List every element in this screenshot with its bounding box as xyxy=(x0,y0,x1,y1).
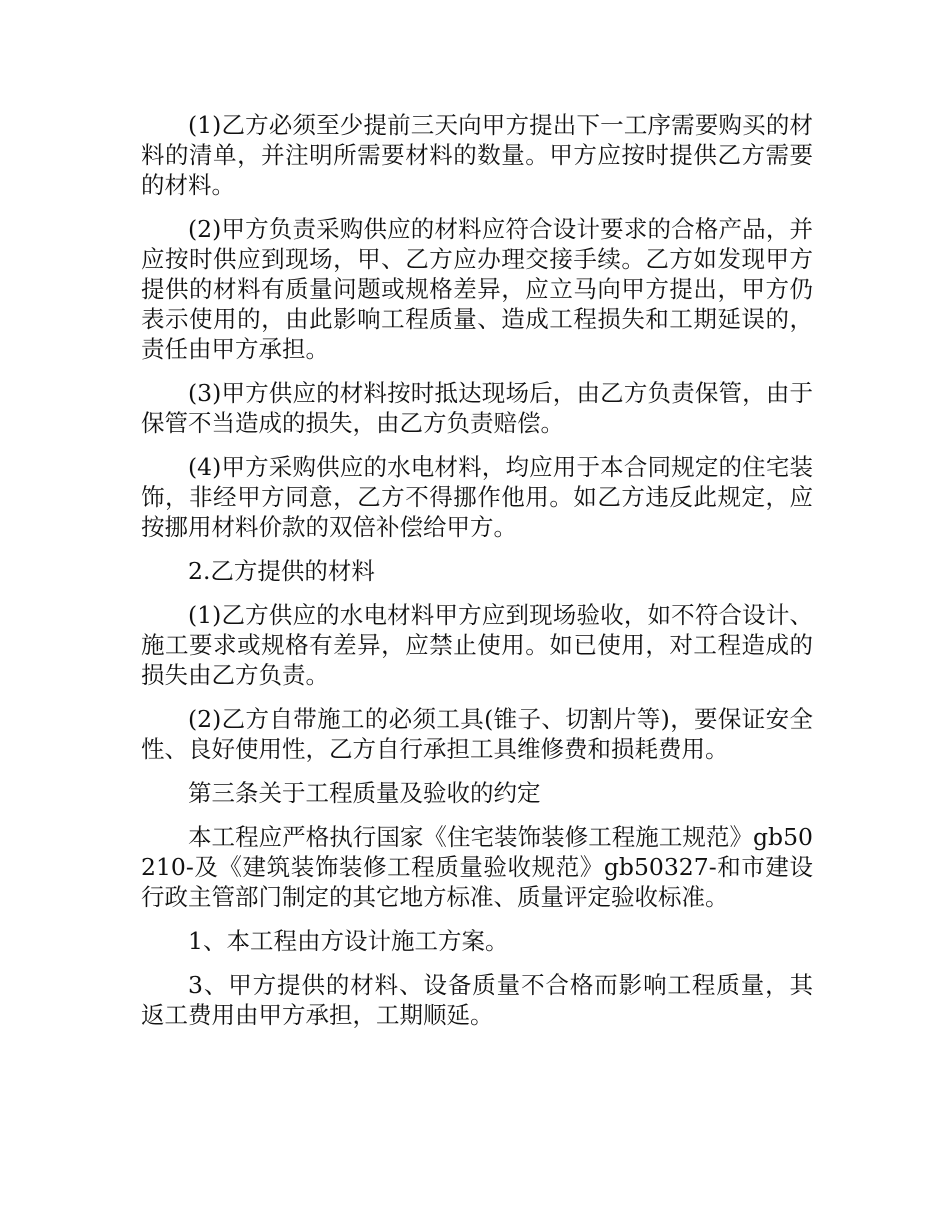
paragraph-material-use: (4)甲方采购供应的水电材料，均应用于本合同规定的住宅装饰，非经甲方同意，乙方不得挪作他用。如乙方违反此规定，应按挪用材料价款的双倍补偿给甲方。 xyxy=(141,453,813,541)
article-heading-quality: 第三条关于工程质量及验收的约定 xyxy=(188,779,541,807)
paragraph-storage: (3)甲方供应的材料按时抵达现场后，由乙方负责保管，由于保管不当造成的损失，由乙方负责赔偿。 xyxy=(141,379,813,437)
paragraph-acceptance: (1)乙方供应的水电材料甲方应到现场验收，如不符合设计、施工要求或规格有差异，应禁止使用。如已使用，对工程造成的损失由乙方负责。 xyxy=(141,601,813,689)
paragraph-tools: (2)乙方自带施工的必须工具(锥子、切割片等)，要保证安全性、良好使用性，乙方自行承担工具维修费和损耗费用。 xyxy=(141,705,813,763)
paragraph-party-a-procurement: (2)甲方负责采购供应的材料应符合设计要求的合格产品，并应按时供应到现场，甲、乙方应办理交接手续。乙方如发现甲方提供的材料有质量问题或规格差异，应立马向甲方提出，甲方仍表示使用的，由此影响工程质量、造成工程损失和工期延误的，责任由甲方承担。 xyxy=(141,215,813,363)
document-page xyxy=(141,110,813,1044)
paragraph-rework: 3、甲方提供的材料、设备质量不合格而影响工程质量，其返工费用由甲方承担，工期顺延。 xyxy=(141,971,813,1029)
section-heading-party-b-materials: 2.乙方提供的材料 xyxy=(188,557,375,585)
paragraph-standards: 本工程应严格执行国家《住宅装饰装修工程施工规范》gb50210-及《建筑装饰装修工程质量验收规范》gb50327-和市建设行政主管部门制定的其它地方标准、质量评定验收标准。 xyxy=(141,823,813,911)
paragraph-design-plan: 1、本工程由方设计施工方案。 xyxy=(188,927,509,955)
paragraph-material-list: (1)乙方必须至少提前三天向甲方提出下一工序需要购买的材料的清单，并注明所需要材料的数量。甲方应按时提供乙方需要的材料。 xyxy=(141,111,813,199)
